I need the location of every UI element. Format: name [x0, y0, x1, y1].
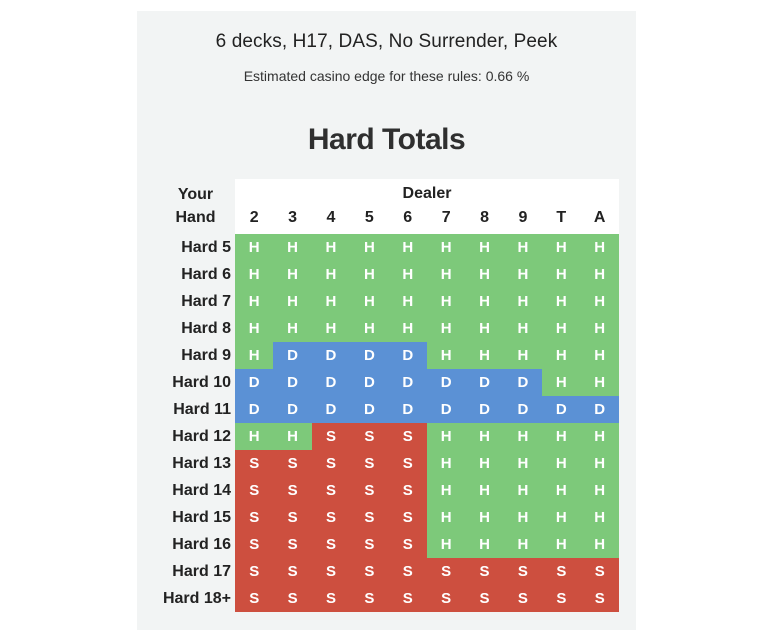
action-cell: D: [235, 369, 273, 396]
action-cell: H: [504, 315, 542, 342]
action-cell: S: [350, 423, 388, 450]
action-cell: S: [350, 450, 388, 477]
action-cell: H: [273, 288, 311, 315]
action-cell: D: [273, 396, 311, 423]
rules-text: 6 decks, H17, DAS, No Surrender, Peek: [215, 31, 558, 52]
action-cell: H: [235, 315, 273, 342]
your-hand-line1: Your: [177, 186, 214, 203]
action-cell: S: [273, 558, 311, 585]
action-cell: D: [427, 396, 465, 423]
hand-row: [173, 396, 619, 423]
action-cell: H: [504, 477, 542, 504]
your-hand-line2: Hand: [175, 209, 216, 226]
action-cell: H: [312, 234, 350, 261]
action-cell: H: [581, 315, 619, 342]
action-cell: S: [235, 504, 273, 531]
action-cell: H: [465, 342, 503, 369]
hand-label: Hard 11: [173, 401, 231, 418]
action-cell: S: [542, 585, 580, 612]
action-cell: H: [465, 234, 503, 261]
action-cell: S: [389, 504, 427, 531]
action-cell: H: [273, 234, 311, 261]
action-cell: H: [581, 450, 619, 477]
action-cell: S: [465, 585, 503, 612]
action-cell: H: [465, 531, 503, 558]
hand-label: Hard 5: [181, 239, 231, 256]
dealer-card-header: 8: [480, 209, 489, 226]
action-cell: H: [427, 450, 465, 477]
action-cell: H: [504, 423, 542, 450]
action-cell: D: [312, 342, 350, 369]
action-cell: H: [542, 477, 580, 504]
action-cell: D: [389, 396, 427, 423]
action-cell: H: [581, 531, 619, 558]
hand-label: Hard 10: [172, 374, 231, 391]
action-cell: H: [427, 288, 465, 315]
action-cell: S: [273, 450, 311, 477]
dealer-card-header: 7: [441, 209, 451, 226]
action-cell: H: [542, 288, 580, 315]
action-cell: H: [504, 234, 542, 261]
action-cell: S: [427, 558, 465, 585]
action-cell: H: [312, 288, 350, 315]
hand-label: Hard 6: [181, 266, 231, 283]
action-cell: D: [235, 396, 273, 423]
action-cell: S: [235, 477, 273, 504]
action-cell: H: [427, 531, 465, 558]
dealer-header: [235, 179, 619, 234]
action-cell: H: [235, 423, 273, 450]
hand-label: Hard 7: [181, 293, 231, 310]
action-cell: H: [427, 315, 465, 342]
action-cell: H: [350, 288, 388, 315]
action-cell: H: [542, 531, 580, 558]
action-cell: H: [581, 288, 619, 315]
action-cell: S: [581, 558, 619, 585]
action-cell: H: [427, 504, 465, 531]
hand-label: Hard 15: [172, 509, 231, 526]
action-cell: H: [581, 423, 619, 450]
action-cell: S: [427, 585, 465, 612]
action-cell: H: [504, 342, 542, 369]
action-cell: S: [312, 450, 350, 477]
action-cell: H: [542, 261, 580, 288]
action-cell: H: [273, 423, 311, 450]
dealer-card-header: 5: [364, 209, 374, 226]
action-cell: S: [312, 504, 350, 531]
action-cell: H: [542, 450, 580, 477]
action-cell: D: [273, 342, 311, 369]
action-cell: H: [350, 234, 388, 261]
dealer-card-header: 2: [249, 209, 259, 226]
action-cell: H: [504, 450, 542, 477]
action-cell: S: [389, 423, 427, 450]
action-cell: H: [542, 369, 580, 396]
action-cell: S: [350, 504, 388, 531]
action-cell: S: [389, 558, 427, 585]
casino-edge-text: Estimated casino edge for these rules: 0.66 %: [243, 68, 530, 84]
action-cell: H: [427, 477, 465, 504]
hand-label: Hard 14: [172, 482, 231, 499]
action-cell: D: [350, 396, 388, 423]
action-cell: H: [542, 423, 580, 450]
action-cell: D: [273, 369, 311, 396]
action-cell: H: [350, 261, 388, 288]
action-cell: H: [427, 261, 465, 288]
action-cell: S: [350, 477, 388, 504]
action-cell: S: [312, 477, 350, 504]
action-cell: S: [312, 423, 350, 450]
hand-row: [172, 504, 619, 531]
action-cell: H: [465, 423, 503, 450]
chart-title: Hard Totals: [307, 123, 466, 156]
action-cell: S: [350, 558, 388, 585]
action-cell: S: [312, 531, 350, 558]
action-cell: H: [350, 315, 388, 342]
dealer-label: Dealer: [402, 185, 452, 202]
action-cell: S: [235, 558, 273, 585]
hand-row: [172, 558, 619, 585]
action-cell: H: [581, 504, 619, 531]
action-cell: D: [427, 369, 465, 396]
action-cell: S: [542, 558, 580, 585]
action-cell: D: [504, 396, 542, 423]
action-cell: D: [504, 369, 542, 396]
hand-row: [172, 531, 619, 558]
your-hand-header: [157, 183, 234, 229]
dealer-card-columns: [235, 209, 619, 227]
action-cell: H: [581, 477, 619, 504]
action-cell: H: [581, 369, 619, 396]
action-cell: D: [465, 396, 503, 423]
action-cell: D: [465, 369, 503, 396]
action-cell: H: [504, 288, 542, 315]
action-cell: S: [504, 558, 542, 585]
strategy-chart-panel: [137, 11, 636, 630]
hand-row: [172, 369, 619, 396]
action-cell: H: [542, 504, 580, 531]
action-cell: H: [542, 342, 580, 369]
dealer-card-header: A: [593, 209, 606, 226]
dealer-card-header: T: [556, 209, 567, 226]
action-cell: D: [542, 396, 580, 423]
action-cell: H: [235, 342, 273, 369]
action-cell: S: [235, 531, 273, 558]
hand-row: [172, 423, 619, 450]
action-cell: H: [581, 342, 619, 369]
action-cell: H: [389, 234, 427, 261]
hand-row: [181, 234, 619, 261]
action-cell: H: [581, 234, 619, 261]
action-cell: S: [312, 585, 350, 612]
action-cell: S: [273, 585, 311, 612]
action-cell: H: [465, 261, 503, 288]
hand-label: Hard 12: [172, 428, 231, 445]
hand-label: Hard 18+: [162, 590, 231, 607]
hand-row: [181, 315, 619, 342]
hand-label: Hard 13: [172, 455, 231, 472]
action-cell: S: [389, 477, 427, 504]
action-cell: H: [235, 261, 273, 288]
action-cell: H: [389, 261, 427, 288]
action-cell: H: [427, 342, 465, 369]
action-cell: H: [465, 450, 503, 477]
hand-label: Hard 9: [181, 347, 231, 364]
hand-label: Hard 8: [181, 320, 231, 337]
dealer-card-header: 9: [518, 209, 528, 226]
action-cell: D: [312, 396, 350, 423]
action-cell: H: [427, 234, 465, 261]
action-cell: H: [542, 315, 580, 342]
hand-row: [181, 288, 619, 315]
action-cell: S: [350, 531, 388, 558]
action-cell: H: [465, 504, 503, 531]
action-cell: H: [389, 288, 427, 315]
action-cell: H: [273, 315, 311, 342]
action-cell: H: [465, 288, 503, 315]
dealer-card-header: 4: [326, 209, 336, 226]
action-cell: H: [389, 315, 427, 342]
action-cell: S: [465, 558, 503, 585]
action-cell: S: [312, 558, 350, 585]
action-cell: H: [581, 261, 619, 288]
hand-row: [172, 477, 619, 504]
action-cell: D: [389, 342, 427, 369]
action-cell: S: [273, 477, 311, 504]
action-cell: H: [504, 531, 542, 558]
dealer-card-header: 3: [288, 209, 298, 226]
dealer-card-header: 6: [403, 209, 413, 226]
action-cell: S: [504, 585, 542, 612]
action-cell: D: [350, 342, 388, 369]
action-cell: D: [389, 369, 427, 396]
action-cell: S: [389, 450, 427, 477]
hand-row: [162, 585, 619, 612]
action-cell: S: [581, 585, 619, 612]
action-cell: S: [235, 585, 273, 612]
hand-row: [181, 342, 619, 369]
action-cell: S: [389, 585, 427, 612]
action-cell: S: [273, 504, 311, 531]
action-cell: D: [350, 369, 388, 396]
strategy-grid: [162, 234, 619, 612]
action-cell: D: [312, 369, 350, 396]
action-cell: H: [235, 288, 273, 315]
action-cell: H: [504, 504, 542, 531]
action-cell: H: [542, 234, 580, 261]
action-cell: H: [504, 261, 542, 288]
action-cell: H: [235, 234, 273, 261]
hand-label: Hard 17: [172, 563, 231, 580]
action-cell: S: [273, 531, 311, 558]
action-cell: H: [465, 315, 503, 342]
action-cell: H: [312, 315, 350, 342]
action-cell: H: [312, 261, 350, 288]
action-cell: S: [389, 531, 427, 558]
action-cell: S: [350, 585, 388, 612]
action-cell: D: [581, 396, 619, 423]
hand-label: Hard 16: [172, 536, 231, 553]
action-cell: H: [273, 261, 311, 288]
action-cell: H: [427, 423, 465, 450]
hand-row: [172, 450, 619, 477]
hand-row: [181, 261, 619, 288]
action-cell: S: [235, 450, 273, 477]
action-cell: H: [465, 477, 503, 504]
